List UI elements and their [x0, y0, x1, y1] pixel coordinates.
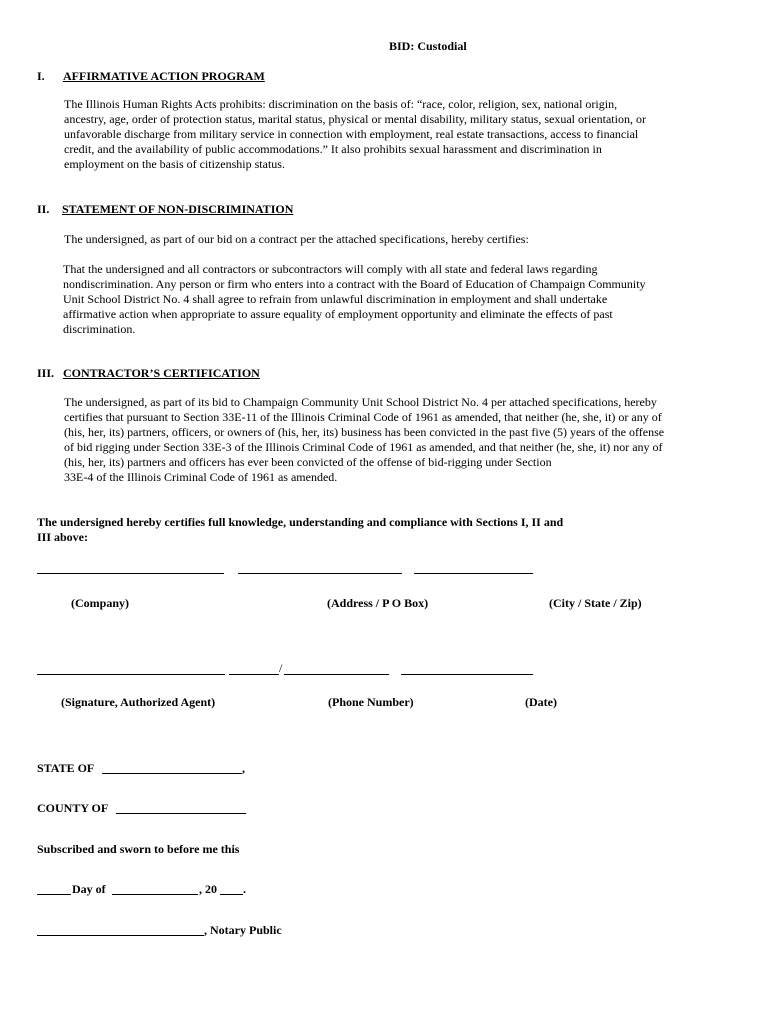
section-1-line: ancestry, age, order of protection status, marital status, physical or mental disability, military status, sexual orientation, or [64, 112, 646, 126]
state-of-comma: , [242, 761, 245, 775]
section-2-line: discrimination. [63, 322, 136, 336]
section-3-title: CONTRACTOR’S CERTIFICATION [63, 366, 260, 380]
section-1-line: The Illinois Human Rights Acts prohibits: discrimination on the basis of: “race, color, religion, sex, national origin, [64, 97, 618, 111]
section-3-line: of bid rigging under Section 33E-3 of the Illinois Criminal Code of 1961 as amended, and that neither (he, she, it) nor any of [64, 440, 663, 454]
notary-public-label: , Notary Public [204, 923, 282, 937]
state-of-line[interactable] [102, 773, 242, 774]
phone-area-code-line[interactable] [229, 674, 279, 675]
address-line[interactable] [238, 573, 402, 574]
phone-label: (Phone Number) [328, 695, 414, 709]
company-line[interactable] [37, 573, 224, 574]
certification-statement: The undersigned hereby certifies full knowledge, understanding and compliance with Sections I, II and [37, 515, 564, 529]
day-line[interactable] [37, 894, 71, 895]
county-of-label: COUNTY OF [37, 801, 109, 815]
section-2-title: STATEMENT OF NON-DISCRIMINATION [62, 202, 294, 216]
city-state-zip-label: (City / State / Zip) [549, 596, 642, 610]
section-2-number: II. [37, 202, 50, 216]
section-1-line: unfavorable discharge from military service in connection with employment, real estate transactions, access to financial [64, 127, 639, 141]
signature-label: (Signature, Authorized Agent) [61, 695, 216, 709]
section-2-line: affirmative action when appropriate to assure equality of employment opportunity and eliminate the effects of past [63, 307, 613, 321]
section-1-title: AFFIRMATIVE ACTION PROGRAM [63, 69, 265, 83]
section-3-number: III. [37, 366, 55, 380]
section-3-line: 33E-4 of the Illinois Criminal Code of 1961 as amended. [64, 470, 338, 484]
section-1-number: I. [37, 69, 45, 83]
year-period: . [243, 882, 246, 896]
subscribed-text: Subscribed and sworn to before me this [37, 842, 240, 856]
section-3-line: The undersigned, as part of its bid to Champaign Community Unit School District No. 4 per attached specifications, hereby [64, 395, 657, 409]
company-label: (Company) [71, 596, 130, 610]
year-line[interactable] [220, 894, 243, 895]
section-3-line: (his, her, its) partners, officers, or owners of (his, her, its) business has been convicted in the past five (5) years of the offense [64, 425, 665, 439]
phone-number-line[interactable] [284, 674, 389, 675]
section-3-line: certifies that pursuant to Section 33E-11 of the Illinois Criminal Code of 1961 as amended, that neither (he, she, it) or any of [64, 410, 662, 424]
certification-statement: III above: [37, 530, 89, 544]
twenty-label: , 20 [199, 882, 217, 896]
month-line[interactable] [112, 894, 198, 895]
bid-title: BID: Custodial [389, 39, 467, 53]
date-line[interactable] [401, 674, 533, 675]
phone-slash: / [279, 661, 283, 675]
state-of-label: STATE OF [37, 761, 95, 775]
section-3-line: (his, her, its) partners and officers has ever been convicted of the offense of bid-rigging under Section [64, 455, 552, 469]
section-2-line: That the undersigned and all contractors or subcontractors will comply with all state and federal laws regarding [63, 262, 598, 276]
section-2-line: Unit School District No. 4 shall agree to refrain from unlawful discrimination in employment and shall undertake [63, 292, 608, 306]
date-label: (Date) [525, 695, 557, 709]
signature-line[interactable] [37, 674, 225, 675]
county-of-line[interactable] [116, 813, 246, 814]
section-1-line: credit, and the availability of public accommodations.” It also prohibits sexual harassment and discrimination in [64, 142, 602, 156]
day-of-label: Day of [72, 882, 106, 896]
notary-signature-line[interactable] [37, 935, 204, 936]
city-state-zip-line[interactable] [414, 573, 533, 574]
section-2-intro: The undersigned, as part of our bid on a contract per the attached specifications, hereby certifies: [64, 232, 529, 246]
address-label: (Address / P O Box) [327, 596, 429, 610]
section-1-line: employment on the basis of citizenship status. [64, 157, 285, 171]
section-2-line: nondiscrimination. Any person or firm who enters into a contract with the Board of Education of Champaign Community [63, 277, 646, 291]
